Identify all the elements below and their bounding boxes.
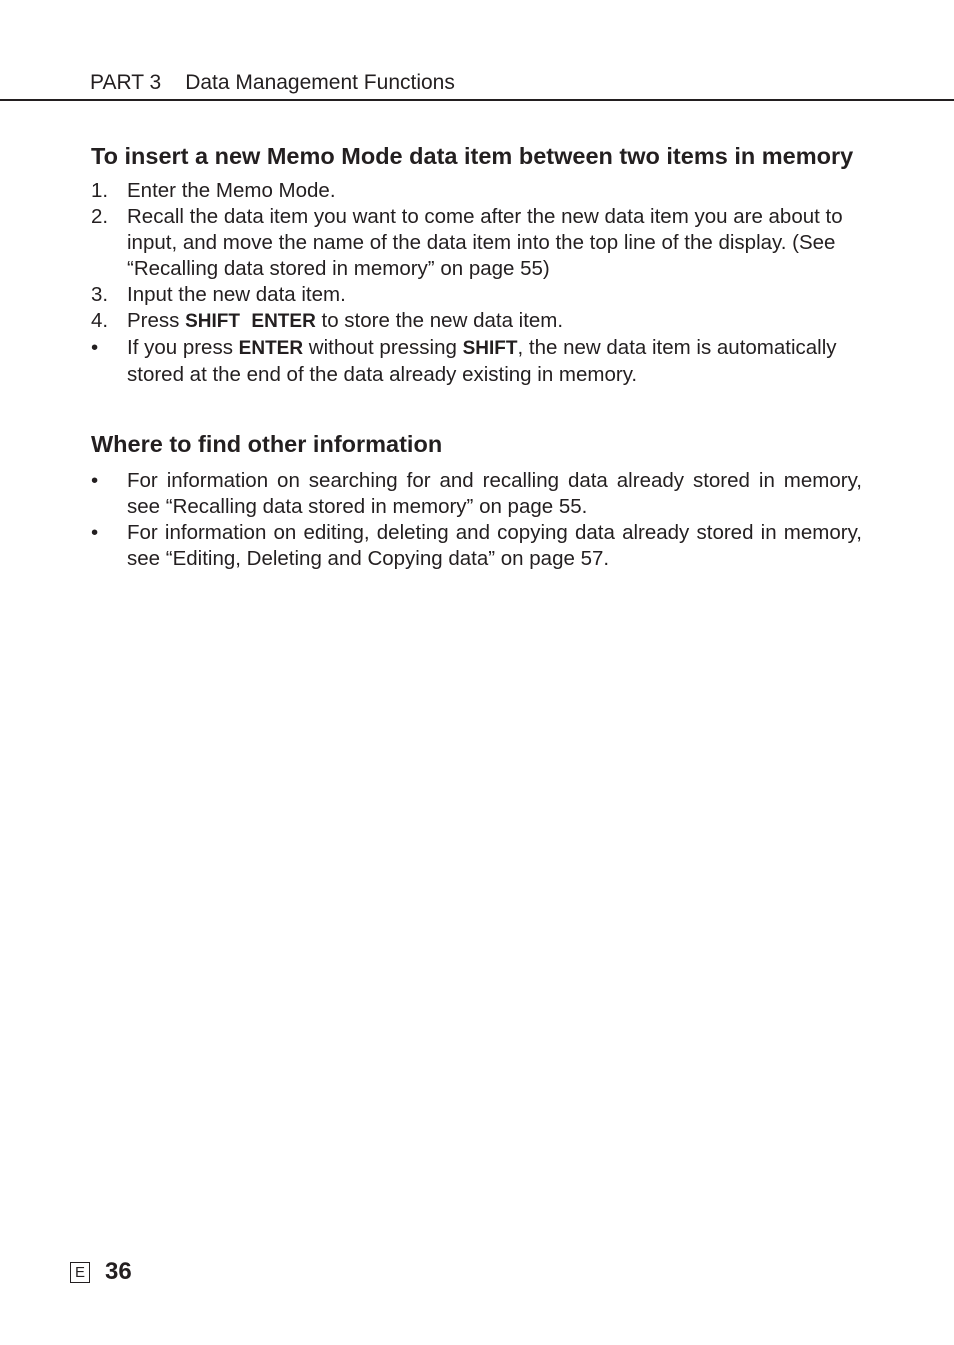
bullet-icon: •: [91, 521, 99, 544]
step-text: Recall the data item you want to come after the new data item you are about to input, and move the name of the data item into the top line of the display. (See “Recalling data stored in memory” on page 55): [127, 205, 843, 280]
note-text-mid: without pressing: [303, 336, 463, 359]
enter-key-label: ENTER: [251, 311, 316, 332]
page-footer: [70, 1259, 132, 1285]
page-number: 36: [105, 1258, 132, 1285]
step-number: 3.: [91, 283, 109, 306]
header-divider: [0, 99, 954, 101]
step-item: [91, 204, 862, 282]
info-item: [91, 468, 862, 520]
chapter-title: Data Management Functions: [185, 71, 455, 94]
step-item: [91, 178, 862, 204]
step-text-pre: Press: [127, 309, 186, 332]
part-label: PART 3: [90, 71, 162, 94]
bullet-icon: •: [91, 336, 99, 359]
step-item: [91, 308, 862, 335]
language-badge: E: [70, 1262, 90, 1283]
step-text-post: to store the new data item.: [315, 309, 564, 332]
step-number: 4.: [91, 309, 109, 332]
note-text-post: , the new data item is automatically stored at the end of the data already existing in memory.: [127, 336, 837, 386]
note-item: [91, 335, 862, 388]
page-content: [91, 143, 862, 572]
info-item: [91, 520, 862, 572]
section-heading-other-info: Where to find other information: [91, 431, 443, 457]
step-number: 1.: [91, 179, 109, 202]
enter-key-label: ENTER: [238, 338, 304, 359]
steps-list: [91, 178, 862, 388]
info-text: For information on searching for and recalling data already stored in memory, see “Recalling data stored in memory” on page 55.: [127, 469, 862, 518]
shift-key-label: SHIFT: [462, 338, 518, 359]
step-text: Input the new data item.: [127, 283, 346, 306]
bullet-icon: •: [91, 469, 99, 492]
info-list: [91, 468, 862, 572]
step-number: 2.: [91, 205, 109, 228]
page-header: [90, 70, 455, 96]
note-text-pre: If you press: [127, 336, 239, 359]
step-item: [91, 282, 862, 308]
step-text: Enter the Memo Mode.: [127, 179, 336, 202]
shift-key-label: SHIFT: [185, 311, 240, 332]
info-text: For information on editing, deleting and copying data already stored in memory, see “Editing, Deleting and Copying data” on page 57.: [127, 521, 862, 570]
section-heading-insert: To insert a new Memo Mode data item between two items in memory: [91, 143, 854, 169]
